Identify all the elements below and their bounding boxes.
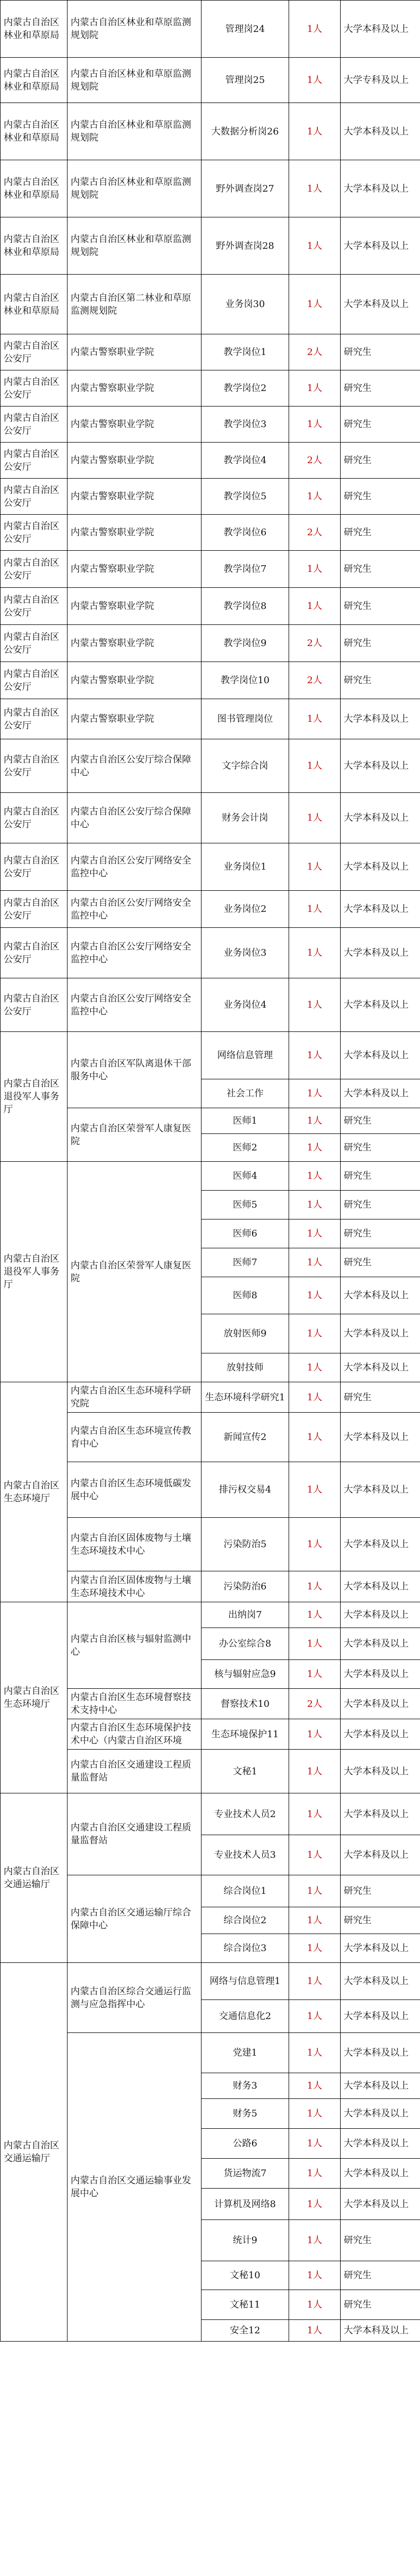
headcount-cell: 1人 (289, 103, 341, 160)
headcount-cell: 1人 (289, 275, 341, 334)
headcount-cell: 1人 (289, 1191, 341, 1219)
headcount-cell: 2人 (289, 662, 341, 699)
unit-cell: 内蒙古自治区军队离退休干部服务中心 (68, 1032, 201, 1108)
unit-cell: 内蒙古自治区生态环境督察技术支持中心 (68, 1689, 201, 1719)
headcount-cell: 1人 (289, 370, 341, 406)
headcount-cell: 1人 (289, 588, 341, 625)
unit-cell: 内蒙古自治区固体废物与土壤生态环境技术中心 (68, 1571, 201, 1602)
position-cell: 污染防治6 (201, 1571, 289, 1602)
unit-cell: 内蒙古自治区生态环境科学研究院 (68, 1382, 201, 1413)
position-cell: 医师7 (201, 1248, 289, 1277)
position-cell: 新闻宣传2 (201, 1413, 289, 1462)
unit-cell: 内蒙古自治区生态环境保护技术中心（内蒙古自治区环境 (68, 1719, 201, 1750)
headcount-cell: 1人 (289, 1277, 341, 1314)
unit-cell: 内蒙古自治区综合交通运行监测与应急指挥中心 (68, 1963, 201, 2033)
position-cell: 生态环境保护11 (201, 1719, 289, 1750)
headcount-cell: 1人 (289, 1219, 341, 1248)
headcount-cell: 1人 (289, 1108, 341, 1134)
education-cell: 大学本科及以上 (341, 1518, 420, 1571)
table-row (1, 928, 420, 978)
position-cell: 教学岗位9 (201, 625, 289, 662)
headcount-cell: 1人 (289, 1032, 341, 1079)
headcount-cell: 1人 (289, 2290, 341, 2320)
position-cell: 综合岗位3 (201, 1934, 289, 1963)
department-cell: 内蒙古自治区林业和草原局 (1, 160, 68, 217)
position-cell: 综合岗位1 (201, 1875, 289, 1907)
education-cell: 大学本科及以上 (341, 1079, 420, 1108)
headcount-cell: 1人 (289, 1934, 341, 1963)
department-cell: 内蒙古自治区交通运输厅 (1, 1963, 68, 2342)
education-cell: 大学本科及以上 (341, 1793, 420, 1835)
position-cell: 污染防治5 (201, 1518, 289, 1571)
headcount-cell: 1人 (289, 479, 341, 515)
department-cell: 内蒙古自治区公安厅 (1, 793, 68, 843)
position-cell: 医师4 (201, 1162, 289, 1191)
department-cell: 内蒙古自治区公安厅 (1, 406, 68, 443)
table-row (1, 1602, 420, 1628)
education-cell: 大学本科及以上 (341, 2099, 420, 2129)
education-cell: 研究生 (341, 1134, 420, 1162)
education-cell: 大学本科及以上 (341, 2033, 420, 2073)
table-row (1, 978, 420, 1032)
education-cell: 大学本科及以上 (341, 1660, 420, 1689)
position-cell: 财务3 (201, 2073, 289, 2099)
table-row (1, 551, 420, 588)
headcount-cell: 1人 (289, 1248, 341, 1277)
table-row (1, 1963, 420, 2000)
department-cell: 内蒙古自治区公安厅 (1, 551, 68, 588)
position-cell: 社会工作 (201, 1079, 289, 1108)
education-cell: 大学本科及以上 (341, 1032, 420, 1079)
education-cell: 研究生 (341, 2290, 420, 2320)
headcount-cell: 1人 (289, 1907, 341, 1934)
position-cell: 教学岗位8 (201, 588, 289, 625)
education-cell: 大学本科及以上 (341, 1277, 420, 1314)
education-cell: 研究生 (341, 1191, 420, 1219)
unit-cell: 内蒙古警察职业学院 (68, 334, 201, 370)
department-cell: 内蒙古自治区退役军人事务厅 (1, 1162, 68, 1382)
education-cell: 研究生 (341, 662, 420, 699)
education-cell: 研究生 (341, 625, 420, 662)
position-cell: 办公室综合8 (201, 1628, 289, 1660)
position-cell: 医师5 (201, 1191, 289, 1219)
education-cell: 大学本科及以上 (341, 2159, 420, 2189)
headcount-cell: 1人 (289, 2320, 341, 2342)
education-cell: 大学专科及以上 (341, 58, 420, 103)
position-cell: 文秘10 (201, 2261, 289, 2290)
unit-cell: 内蒙古自治区公安厅网络安全监控中心 (68, 843, 201, 891)
position-cell: 教学岗位1 (201, 334, 289, 370)
education-cell: 大学本科及以上 (341, 1719, 420, 1750)
unit-cell: 内蒙古警察职业学院 (68, 515, 201, 551)
table-row (1, 891, 420, 928)
headcount-cell: 1人 (289, 978, 341, 1032)
department-cell: 内蒙古自治区林业和草原局 (1, 275, 68, 334)
unit-cell: 内蒙古自治区公安厅网络安全监控中心 (68, 891, 201, 928)
education-cell: 研究生 (341, 588, 420, 625)
education-cell: 大学本科及以上 (341, 1963, 420, 2000)
education-cell: 大学本科及以上 (341, 891, 420, 928)
position-cell: 医师6 (201, 1219, 289, 1248)
education-cell: 大学本科及以上 (341, 275, 420, 334)
headcount-cell: 1人 (289, 2220, 341, 2261)
position-cell: 财务会计岗 (201, 793, 289, 843)
unit-cell: 内蒙古警察职业学院 (68, 370, 201, 406)
education-cell: 大学本科及以上 (341, 928, 420, 978)
department-cell: 内蒙古自治区公安厅 (1, 699, 68, 739)
unit-cell: 内蒙古自治区林业和草原监测规划院 (68, 217, 201, 275)
education-cell: 研究生 (341, 479, 420, 515)
headcount-cell: 1人 (289, 2033, 341, 2073)
headcount-cell: 1人 (289, 1750, 341, 1793)
position-cell: 网络与信息管理1 (201, 1963, 289, 2000)
education-cell: 大学本科及以上 (341, 1602, 420, 1628)
department-cell: 内蒙古自治区生态环境厅 (1, 1382, 68, 1602)
headcount-cell: 1人 (289, 1875, 341, 1907)
headcount-cell: 1人 (289, 2129, 341, 2159)
position-cell: 公路6 (201, 2129, 289, 2159)
table-row (1, 103, 420, 160)
headcount-cell: 1人 (289, 928, 341, 978)
education-cell: 大学本科及以上 (341, 2320, 420, 2342)
headcount-cell: 1人 (289, 406, 341, 443)
position-cell: 业务岗位1 (201, 843, 289, 891)
headcount-cell: 1人 (289, 58, 341, 103)
headcount-cell: 2人 (289, 515, 341, 551)
table-row (1, 217, 420, 275)
position-cell: 生态环境科学研究1 (201, 1382, 289, 1413)
education-cell: 研究生 (341, 1108, 420, 1134)
education-cell: 研究生 (341, 406, 420, 443)
position-cell: 管理岗25 (201, 58, 289, 103)
education-cell: 大学本科及以上 (341, 2000, 420, 2033)
headcount-cell: 1人 (289, 2261, 341, 2290)
department-cell: 内蒙古自治区公安厅 (1, 928, 68, 978)
unit-cell: 内蒙古警察职业学院 (68, 699, 201, 739)
education-cell: 研究生 (341, 1382, 420, 1413)
unit-cell: 内蒙古自治区核与辐射监测中心 (68, 1602, 201, 1689)
unit-cell: 内蒙古自治区生态环境低碳发展中心 (68, 1462, 201, 1518)
unit-cell: 内蒙古警察职业学院 (68, 588, 201, 625)
education-cell: 大学本科及以上 (341, 1934, 420, 1963)
education-cell: 大学本科及以上 (341, 2073, 420, 2099)
position-cell: 教学岗位10 (201, 662, 289, 699)
unit-cell: 内蒙古警察职业学院 (68, 443, 201, 479)
table-row (1, 699, 420, 739)
headcount-cell: 1人 (289, 891, 341, 928)
headcount-cell: 1人 (289, 1628, 341, 1660)
position-cell: 交通信息化2 (201, 2000, 289, 2033)
position-cell: 计算机及网络8 (201, 2189, 289, 2220)
position-cell: 货运物流7 (201, 2159, 289, 2189)
headcount-cell: 1人 (289, 1518, 341, 1571)
position-cell: 专业技术人员3 (201, 1835, 289, 1875)
department-cell: 内蒙古自治区林业和草原局 (1, 58, 68, 103)
department-cell: 内蒙古自治区交通运输厅 (1, 1793, 68, 1963)
department-cell: 内蒙古自治区生态环境厅 (1, 1602, 68, 1793)
position-cell: 业务岗位2 (201, 891, 289, 928)
unit-cell: 内蒙古自治区林业和草原监测规划院 (68, 58, 201, 103)
unit-cell: 内蒙古自治区林业和草原监测规划院 (68, 1, 201, 58)
education-cell: 大学本科及以上 (341, 1628, 420, 1660)
education-cell: 研究生 (341, 443, 420, 479)
unit-cell: 内蒙古自治区林业和草原监测规划院 (68, 103, 201, 160)
headcount-cell: 1人 (289, 2189, 341, 2220)
unit-cell: 内蒙古警察职业学院 (68, 625, 201, 662)
headcount-cell: 1人 (289, 1602, 341, 1628)
table-row (1, 843, 420, 891)
table-row (1, 662, 420, 699)
education-cell: 研究生 (341, 2220, 420, 2261)
unit-cell: 内蒙古自治区林业和草原监测规划院 (68, 160, 201, 217)
education-cell: 大学本科及以上 (341, 699, 420, 739)
table-row (1, 275, 420, 334)
position-cell: 专业技术人员2 (201, 1793, 289, 1835)
department-cell: 内蒙古自治区林业和草原局 (1, 1, 68, 58)
headcount-cell: 1人 (289, 2099, 341, 2129)
education-cell: 大学本科及以上 (341, 1689, 420, 1719)
table-row (1, 479, 420, 515)
table-row (1, 1382, 420, 1413)
position-cell: 医师8 (201, 1277, 289, 1314)
table-row (1, 406, 420, 443)
education-cell: 大学本科及以上 (341, 103, 420, 160)
education-cell: 大学本科及以上 (341, 217, 420, 275)
unit-cell: 内蒙古自治区公安厅综合保障中心 (68, 739, 201, 793)
department-cell: 内蒙古自治区公安厅 (1, 515, 68, 551)
headcount-cell: 2人 (289, 1689, 341, 1719)
headcount-cell: 1人 (289, 739, 341, 793)
education-cell: 研究生 (341, 1907, 420, 1934)
headcount-cell: 2人 (289, 443, 341, 479)
table-row (1, 588, 420, 625)
headcount-cell: 1人 (289, 1314, 341, 1353)
education-cell: 大学本科及以上 (341, 1, 420, 58)
position-cell: 安全12 (201, 2320, 289, 2342)
headcount-cell: 1人 (289, 1, 341, 58)
headcount-cell: 1人 (289, 1963, 341, 2000)
unit-cell: 内蒙古自治区公安厅综合保障中心 (68, 793, 201, 843)
position-cell: 野外调查岗28 (201, 217, 289, 275)
department-cell: 内蒙古自治区公安厅 (1, 443, 68, 479)
table-row (1, 334, 420, 370)
unit-cell: 内蒙古自治区荣誉军人康复医院 (68, 1162, 201, 1382)
education-cell: 研究生 (341, 1219, 420, 1248)
unit-cell: 内蒙古自治区公安厅网络安全监控中心 (68, 928, 201, 978)
department-cell: 内蒙古自治区公安厅 (1, 370, 68, 406)
education-cell: 大学本科及以上 (341, 1571, 420, 1602)
unit-cell: 内蒙古警察职业学院 (68, 551, 201, 588)
position-cell: 放射医师9 (201, 1314, 289, 1353)
headcount-cell: 1人 (289, 1353, 341, 1382)
headcount-cell: 1人 (289, 1719, 341, 1750)
headcount-cell: 1人 (289, 1413, 341, 1462)
education-cell: 研究生 (341, 2261, 420, 2290)
position-cell: 出纳岗7 (201, 1602, 289, 1628)
unit-cell: 内蒙古警察职业学院 (68, 406, 201, 443)
unit-cell: 内蒙古警察职业学院 (68, 662, 201, 699)
table-row (1, 443, 420, 479)
position-cell: 医师1 (201, 1108, 289, 1134)
education-cell: 研究生 (341, 1875, 420, 1907)
department-cell: 内蒙古自治区林业和草原局 (1, 103, 68, 160)
education-cell: 研究生 (341, 370, 420, 406)
position-cell: 教学岗位7 (201, 551, 289, 588)
unit-cell: 内蒙古自治区公安厅网络安全监控中心 (68, 978, 201, 1032)
headcount-cell: 1人 (289, 2000, 341, 2033)
education-cell: 大学本科及以上 (341, 843, 420, 891)
education-cell: 大学本科及以上 (341, 1314, 420, 1353)
unit-cell: 内蒙古自治区荣誉军人康复医院 (68, 1108, 201, 1162)
unit-cell: 内蒙古自治区第二林业和草原监测规划院 (68, 275, 201, 334)
position-cell: 教学岗位5 (201, 479, 289, 515)
table-row (1, 1162, 420, 1191)
education-cell: 大学本科及以上 (341, 978, 420, 1032)
education-cell: 研究生 (341, 515, 420, 551)
unit-cell: 内蒙古自治区交通运输事业发展中心 (68, 2033, 201, 2342)
department-cell: 内蒙古自治区公安厅 (1, 843, 68, 891)
headcount-cell: 2人 (289, 625, 341, 662)
position-cell: 文秘11 (201, 2290, 289, 2320)
table-row (1, 739, 420, 793)
department-cell: 内蒙古自治区林业和草原局 (1, 217, 68, 275)
headcount-cell: 1人 (289, 1382, 341, 1413)
position-cell: 党建1 (201, 2033, 289, 2073)
unit-cell: 内蒙古自治区固体废物与土壤生态环境技术中心 (68, 1518, 201, 1571)
unit-cell: 内蒙古自治区交通运输厅综合保障中心 (68, 1875, 201, 1963)
table-row (1, 58, 420, 103)
table-row (1, 515, 420, 551)
department-cell: 内蒙古自治区公安厅 (1, 334, 68, 370)
headcount-cell: 1人 (289, 1835, 341, 1875)
headcount-cell: 1人 (289, 1660, 341, 1689)
headcount-cell: 1人 (289, 1079, 341, 1108)
position-cell: 网络信息管理 (201, 1032, 289, 1079)
headcount-cell: 1人 (289, 1571, 341, 1602)
education-cell: 大学本科及以上 (341, 160, 420, 217)
headcount-cell: 1人 (289, 1162, 341, 1191)
position-cell: 督察技术10 (201, 1689, 289, 1719)
table-row (1, 160, 420, 217)
table-row (1, 370, 420, 406)
table-row (1, 793, 420, 843)
education-cell: 大学本科及以上 (341, 1835, 420, 1875)
table-body (1, 1, 420, 2342)
table-row (1, 1793, 420, 1835)
position-cell: 放射技师 (201, 1353, 289, 1382)
headcount-cell: 1人 (289, 2073, 341, 2099)
headcount-cell: 1人 (289, 1462, 341, 1518)
headcount-cell: 1人 (289, 1134, 341, 1162)
position-cell: 核与辐射应急9 (201, 1660, 289, 1689)
headcount-cell: 1人 (289, 699, 341, 739)
department-cell: 内蒙古自治区公安厅 (1, 739, 68, 793)
headcount-cell: 1人 (289, 160, 341, 217)
headcount-cell: 2人 (289, 334, 341, 370)
education-cell: 大学本科及以上 (341, 1750, 420, 1793)
education-cell: 大学本科及以上 (341, 1353, 420, 1382)
headcount-cell: 1人 (289, 793, 341, 843)
position-cell: 医师2 (201, 1134, 289, 1162)
education-cell: 大学本科及以上 (341, 793, 420, 843)
unit-cell: 内蒙古自治区交通建设工程质量监督站 (68, 1793, 201, 1875)
position-cell: 业务岗30 (201, 275, 289, 334)
education-cell: 研究生 (341, 1162, 420, 1191)
position-cell: 野外调查岗27 (201, 160, 289, 217)
department-cell: 内蒙古自治区公安厅 (1, 625, 68, 662)
education-cell: 研究生 (341, 551, 420, 588)
table-row (1, 1, 420, 58)
position-cell: 排污权交易4 (201, 1462, 289, 1518)
department-cell: 内蒙古自治区公安厅 (1, 891, 68, 928)
position-cell: 文秘1 (201, 1750, 289, 1793)
position-cell: 教学岗位3 (201, 406, 289, 443)
table-row (1, 625, 420, 662)
position-cell: 财务5 (201, 2099, 289, 2129)
unit-cell: 内蒙古警察职业学院 (68, 479, 201, 515)
education-cell: 研究生 (341, 334, 420, 370)
education-cell: 研究生 (341, 1248, 420, 1277)
headcount-cell: 1人 (289, 217, 341, 275)
department-cell: 内蒙古自治区公安厅 (1, 662, 68, 699)
position-cell: 业务岗位3 (201, 928, 289, 978)
unit-cell: 内蒙古自治区生态环境宣传教育中心 (68, 1413, 201, 1462)
headcount-cell: 1人 (289, 551, 341, 588)
position-cell: 图书管理岗位 (201, 699, 289, 739)
position-cell: 文字综合岗 (201, 739, 289, 793)
department-cell: 内蒙古自治区退役军人事务厅 (1, 1032, 68, 1162)
position-cell: 统计9 (201, 2220, 289, 2261)
position-cell: 大数据分析岗26 (201, 103, 289, 160)
position-cell: 教学岗位6 (201, 515, 289, 551)
position-cell: 教学岗位2 (201, 370, 289, 406)
education-cell: 大学本科及以上 (341, 739, 420, 793)
education-cell: 大学本科及以上 (341, 2129, 420, 2159)
education-cell: 大学本科及以上 (341, 1413, 420, 1462)
department-cell: 内蒙古自治区公安厅 (1, 588, 68, 625)
education-cell: 大学本科及以上 (341, 2189, 420, 2220)
headcount-cell: 1人 (289, 843, 341, 891)
position-cell: 业务岗位4 (201, 978, 289, 1032)
headcount-cell: 1人 (289, 2159, 341, 2189)
headcount-cell: 1人 (289, 1793, 341, 1835)
department-cell: 内蒙古自治区公安厅 (1, 479, 68, 515)
department-cell: 内蒙古自治区公安厅 (1, 978, 68, 1032)
education-cell: 大学本科及以上 (341, 1462, 420, 1518)
position-cell: 管理岗24 (201, 1, 289, 58)
unit-cell: 内蒙古自治区交通建设工程质量监督站 (68, 1750, 201, 1793)
table-row (1, 1032, 420, 1079)
position-cell: 教学岗位4 (201, 443, 289, 479)
position-cell: 综合岗位2 (201, 1907, 289, 1934)
